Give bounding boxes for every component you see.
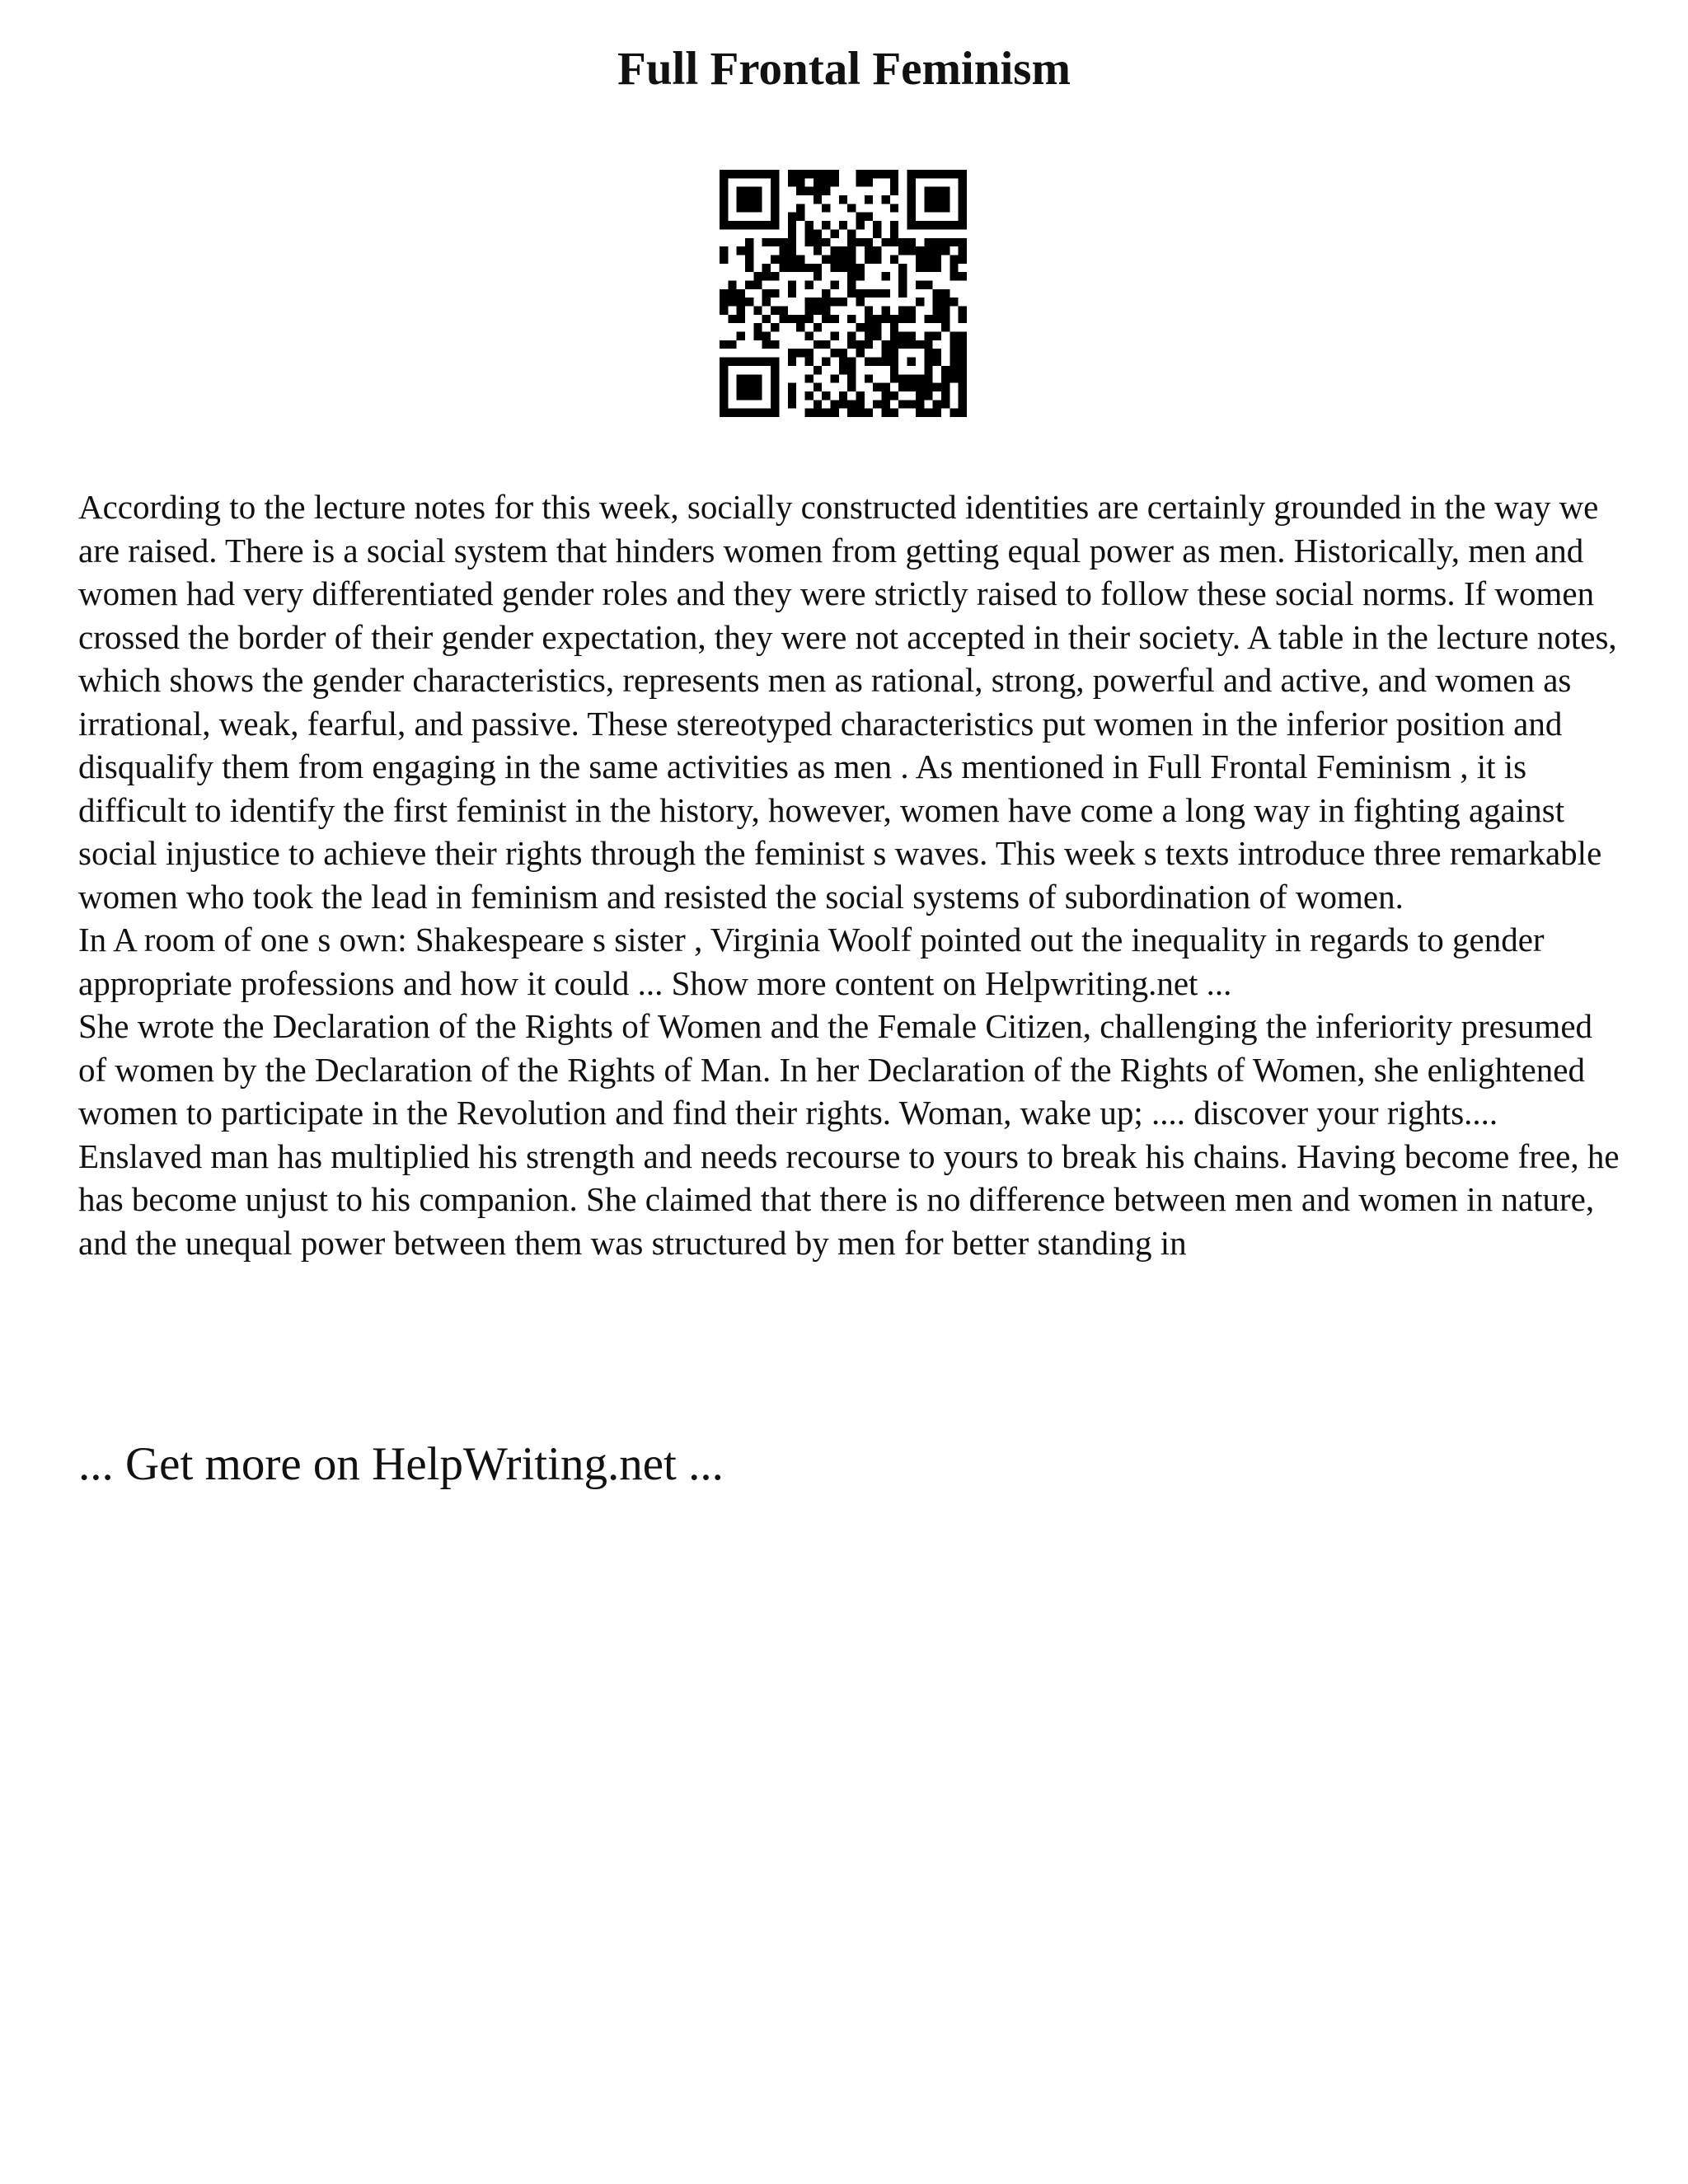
paragraph: According to the lecture notes for this week, socially constructed identities are certainly grounded in the way we are raised. There is a social system that hinders women from getting equal power as men. Historically, men and women had very differentiated gender roles and they were strictly raised to follow these social norms. If women crossed the border of their gender expectation, they were not accepted in their society. A table in the lecture notes, which shows the gender characteristics, represents men as rational, strong, powerful and active, and women as irrational, weak, fearful, and passive. These stereotyped characteristics put women in the inferior position and disqualify them from engaging in the same activities as men . As mentioned in Full Frontal Feminism , it is difficult to identify the first feminist in the history, however, women have come a long way in fighting against social injustice to achieve their rights through the feminist s waves. This week s texts introduce three remarkable women who took the lead in feminism and resisted the social systems of subordination of women. (78, 488, 1617, 916)
get-more-link[interactable]: ... Get more on HelpWriting.net ... (78, 1438, 724, 1490)
qr-code-icon (720, 170, 967, 417)
article-body (78, 485, 1628, 1264)
paragraph: She wrote the Declaration of the Rights of Women and the Female Citizen, challenging the inferiority presumed of women by the Declaration of the Rights of Man. In her Declaration of the Rights of Women, she enlightened women to participate in the Revolution and find their rights. Woman, wake up; .... discover your rights.... Enslaved man has multiplied his strength and needs recourse to yours to break his chains. Having become free, he has become unjust to his companion. She claimed that there is no difference between men and women in nature, and the unequal power between them was structured by men for better standing in (78, 1007, 1620, 1262)
paragraph: In A room of one s own: Shakespeare s sister , Virginia Woolf pointed out the inequality in regards to gender appropriate professions and how it could ... Show more content on Helpwriting.net ... (78, 921, 1545, 1002)
page-title: Full Frontal Feminism (617, 43, 1071, 95)
